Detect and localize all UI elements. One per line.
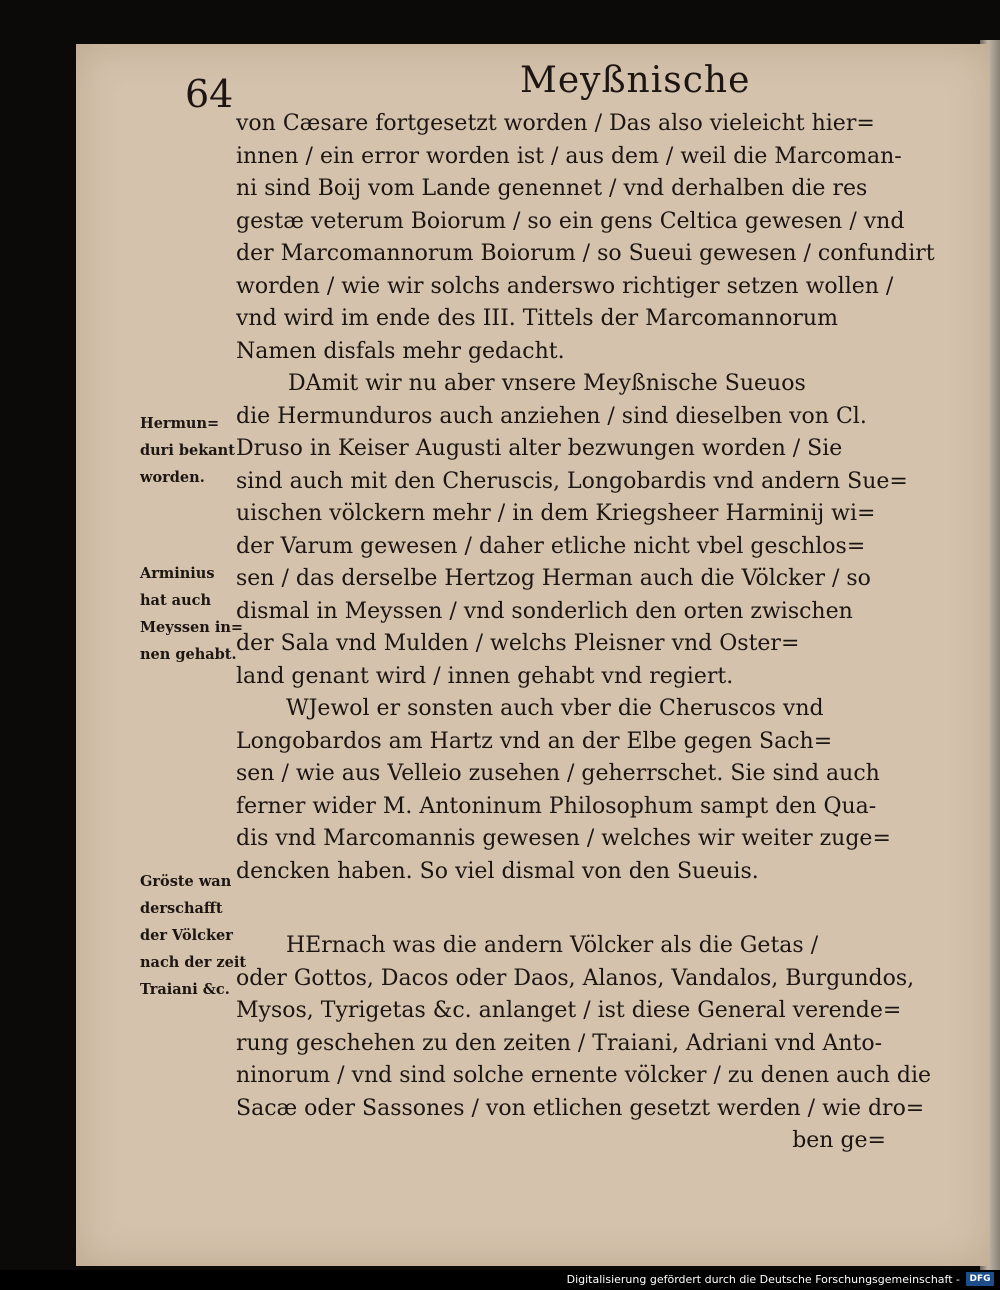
text-line: vnd wird im ende des III. Tittels der Marcomannorum — [236, 306, 838, 331]
text-line: Longobardos am Hartz vnd an der Elbe gegen Sach= — [236, 728, 833, 754]
margin-note-line: Meyssen in= — [140, 619, 244, 636]
text-line: oder Gottos, Dacos oder Daos, Alanos, Vandalos, Burgundos, — [236, 965, 915, 991]
text-line: sen / wie aus Velleio zusehen / geherrschet. Sie sind auch — [236, 761, 880, 786]
text-line: land genant wird / innen gehabt vnd regiert. — [236, 663, 734, 689]
margin-note-line: nen gehabt. — [140, 646, 237, 663]
text-line: DAmit wir nu aber vnsere Meyßnische Sueuos — [288, 371, 806, 396]
text-line: innen / ein error worden ist / aus dem / weil die Marcoman- — [236, 143, 902, 169]
page-number: 64 — [185, 72, 234, 116]
margin-note-arminius — [140, 560, 244, 668]
margin-note-wanderschafft — [140, 868, 247, 1003]
text-line: dencken haben. So viel dismal von den Sueuis. — [236, 858, 759, 884]
text-line: sind auch mit den Cheruscis, Longobardis vnd andern Sue= — [236, 468, 908, 494]
margin-note-line: Arminius — [140, 565, 215, 582]
text-line: Druso in Keiser Augusti alter bezwungen worden / Sie — [236, 436, 843, 461]
text-line: der Marcomannorum Boiorum / so Sueui gewesen / confundirt — [236, 241, 935, 266]
margin-note-line: hat auch — [140, 592, 211, 609]
text-line: Namen disfals mehr gedacht. — [236, 338, 565, 364]
text-line: ferner wider M. Antoninum Philosophum sampt den Qua- — [236, 793, 877, 819]
text-line: HErnach was die andern Völcker als die Getas / — [286, 933, 819, 958]
margin-note-line: Hermun= — [140, 415, 220, 432]
text-line: gestæ veterum Boiorum / so ein gens Celtica gewesen / vnd — [236, 208, 905, 234]
margin-note-line: derschafft — [140, 900, 223, 917]
text-line: ninorum / vnd sind solche ernente völcker / zu denen auch die — [236, 1063, 932, 1088]
text-line: der Varum gewesen / daher etliche nicht vbel geschlos= — [236, 533, 866, 559]
text-line: ni sind Boij vom Lande genennet / vnd derhalben die res — [236, 176, 868, 201]
text-line: dismal in Meyssen / vnd sonderlich den orten zwischen — [236, 598, 853, 624]
text-line: von Cæsare fortgesetzt worden / Das also vieleicht hier= — [236, 111, 875, 136]
margin-note-line: Traiani &c. — [140, 981, 230, 998]
dfg-logo: DFG — [966, 1272, 994, 1286]
text-line: sen / das derselbe Hertzog Herman auch die Völcker / so — [236, 566, 871, 591]
margin-note-line: nach der zeit — [140, 954, 247, 971]
text-line: Sacæ oder Sassones / von etlichen gesetzt werden / wie dro= — [236, 1095, 925, 1121]
margin-note-hermunduri — [140, 410, 240, 491]
text-line: uischen völckern mehr / in dem Kriegsheer Harminij wi= — [236, 501, 876, 526]
text-line: dis vnd Marcomannis gewesen / welches wir weiter zuge= — [236, 826, 891, 851]
running-head: Meyßnische — [520, 60, 751, 101]
text-line: worden / wie wir solchs anderswo richtiger setzen wollen / — [236, 273, 894, 299]
catchword: ben ge= — [792, 1128, 886, 1153]
margin-note-line: worden. — [140, 469, 205, 486]
margin-note-line: duri bekant — [140, 442, 235, 459]
margin-note-line: Gröste wan — [140, 873, 232, 890]
text-line: WJewol er sonsten auch vber die Cheruscos vnd — [286, 696, 824, 721]
text-line: Mysos, Tyrigetas &c. anlanget / ist diese General verende= — [236, 998, 902, 1023]
text-line: rung geschehen zu den zeiten / Traiani, Adriani vnd Anto- — [236, 1030, 883, 1056]
body-text — [236, 108, 935, 1158]
text-line: der Sala vnd Mulden / welchs Pleisner vnd Oster= — [236, 631, 800, 656]
blank-line — [236, 888, 896, 930]
digitization-credit: Digitalisierung gefördert durch die Deutsche Forschungsgemeinschaft - — [566, 1273, 960, 1286]
text-line: die Hermunduros auch anziehen / sind dieselben von Cl. — [236, 403, 867, 429]
margin-note-line: der Völcker — [140, 927, 233, 944]
